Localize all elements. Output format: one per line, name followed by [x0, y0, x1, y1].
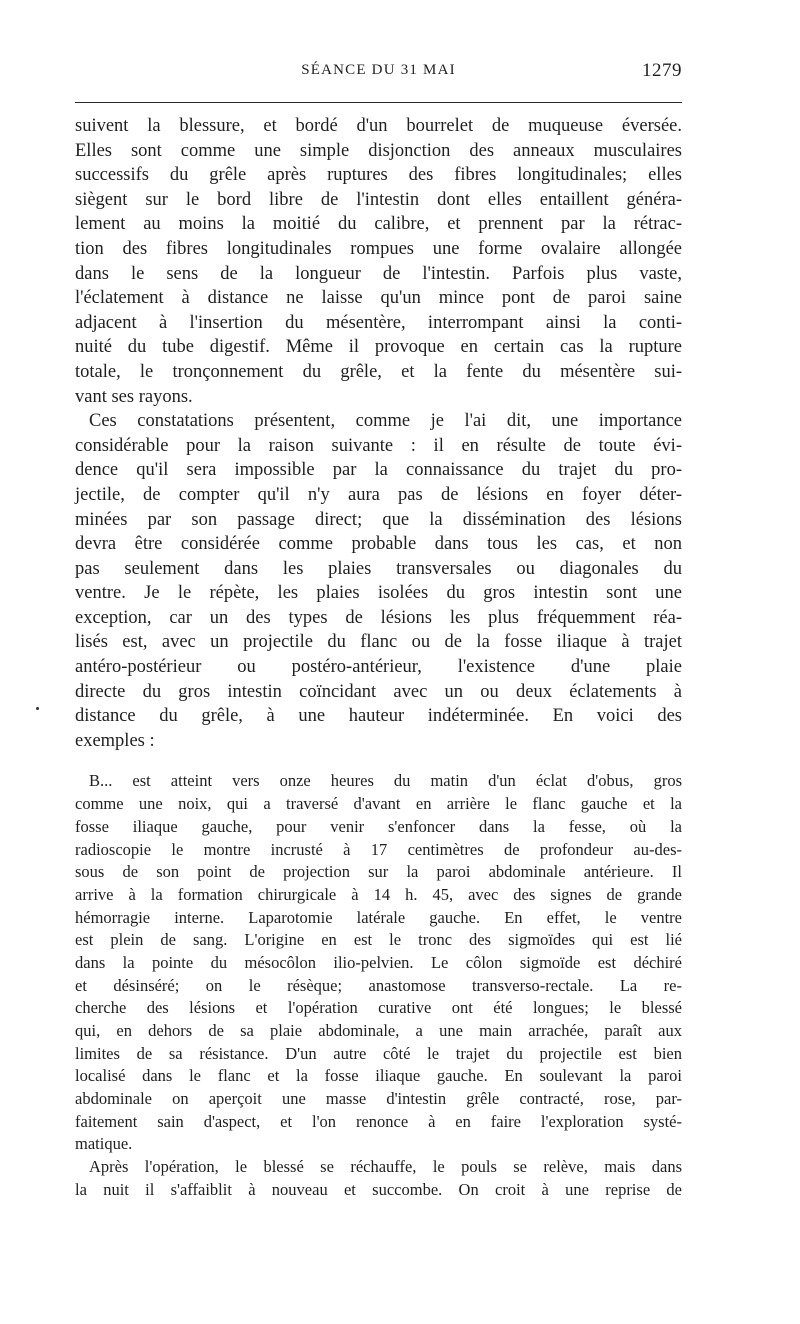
text-line: Elles sont comme une simple disjonction des anneaux musculaires: [75, 140, 682, 161]
paragraph-continued: [75, 114, 682, 409]
text-line: B... est atteint vers onze heures du matin d'un éclat d'obus, gros: [89, 771, 682, 791]
text-line: qui, en dehors de sa plaie abdominale, a une main arrachée, paraît aux: [75, 1021, 682, 1040]
text-line: dence qu'il sera impossible par la connaissance du trajet du pro-: [75, 460, 682, 481]
text-line: comme une noix, qui a traversé d'avant en arrière le flanc gauche et la: [75, 794, 682, 814]
text-line: considérable pour la raison suivante : il en résulte de toute évi-: [75, 435, 682, 456]
text-line: matique.: [75, 1134, 133, 1154]
text-line: lisés est, avec un projectile du flanc ou de la fosse iliaque à trajet: [75, 632, 682, 653]
text-line: lement au moins la moitié du calibre, et prennent par la rétrac-: [75, 214, 682, 235]
text-line: arrive à la formation chirurgicale à 14 h. 45, avec des signes de grande: [75, 884, 682, 904]
text-line: distance du grêle, à une hauteur indéterminée. En voici des: [75, 706, 682, 727]
text-line: devra être considérée comme probable dans tous les cas, et non: [75, 534, 682, 555]
text-line: fosse iliaque gauche, pour venir s'enfoncer dans la fesse, où la: [75, 816, 682, 836]
text-line: dans le sens de la longueur de l'intestin. Parfois plus vaste,: [75, 263, 682, 284]
text-line: suivent la blessure, et bordé d'un bourrelet de muqueuse éversée.: [75, 116, 682, 136]
text-line: exemples :: [75, 730, 155, 751]
text-line: Ces constatations présentent, comme je l'ai dit, une importance: [89, 411, 682, 432]
text-line: limites de sa résistance. D'un autre côté le trajet du projectile est bien: [75, 1043, 682, 1063]
text-line: la nuit il s'affaiblit à nouveau et succombe. On croit à une reprise de: [75, 1179, 682, 1199]
text-line: vant ses rayons.: [75, 386, 193, 407]
text-line: successifs du grêle après ruptures des fibres longitudinales; elles: [75, 165, 682, 186]
text-line: pas seulement dans les plaies transversales ou diagonales du: [75, 558, 682, 579]
margin-mark: [36, 707, 39, 710]
text-line: minées par son passage direct; que la dissémination des lésions: [75, 509, 682, 530]
text-line: totale, le tronçonnement du grêle, et la fente du mésentère sui-: [75, 361, 682, 382]
text-line: abdominale on aperçoit une masse d'intestin grêle contracté, rose, par-: [75, 1089, 682, 1109]
text-line: cherche des lésions et l'opération curative ont été longues; le blessé: [75, 998, 682, 1018]
running-title: SÉANCE DU 31 MAI: [301, 62, 456, 78]
paragraph-constatations: [75, 409, 682, 753]
header-rule: [75, 102, 682, 103]
text-line: tion des fibres longitudinales rompues une forme ovalaire allongée: [75, 238, 682, 259]
case-report: [75, 770, 682, 1201]
page-number: 1279: [642, 60, 682, 81]
text-line: sous de son point de projection sur la paroi abdominale antérieure. Il: [75, 862, 682, 882]
text-line: l'éclatement à distance ne laisse qu'un mince pont de paroi saine: [75, 288, 682, 309]
text-line: et désinséré; on le résèque; anastomose transverso-rectale. La re-: [75, 975, 682, 995]
text-line: nuité du tube digestif. Même il provoque en certain cas la rupture: [75, 337, 682, 358]
text-line: ventre. Je le répète, les plaies isolées du gros intestin sont une: [75, 583, 682, 604]
text-line: siègent sur le bord libre de l'intestin dont elles entaillent généra-: [75, 189, 682, 210]
page-header: [75, 62, 682, 88]
text-line: radioscopie le montre incrusté à 17 centimètres de profondeur au-des-: [75, 839, 682, 859]
text-line: jectile, de compter qu'il n'y aura pas de lésions en foyer déter-: [75, 484, 682, 505]
text-line: antéro-postérieur ou postéro-antérieur, l'existence d'une plaie: [75, 657, 682, 678]
text-line: hémorragie interne. Laparotomie latérale gauche. En effet, le ventre: [75, 907, 682, 927]
page-body: [75, 114, 682, 1202]
text-line: faitement sain d'aspect, et l'on renonce à en faire l'exploration systé-: [75, 1111, 682, 1131]
text-line: dans la pointe du mésocôlon ilio-pelvien. Le côlon sigmoïde est déchiré: [75, 952, 682, 972]
text-line: Après l'opération, le blessé se réchauffe, le pouls se relève, mais dans: [89, 1157, 682, 1177]
text-line: adjacent à l'insertion du mésentère, interrompant ainsi la conti-: [75, 312, 682, 333]
text-line: localisé dans le flanc et la fosse iliaque gauche. En soulevant la paroi: [75, 1066, 682, 1086]
text-line: est plein de sang. L'origine en est le tronc des sigmoïdes qui est lié: [75, 930, 682, 950]
text-line: exception, car un des types de lésions les plus fréquemment réa-: [75, 607, 682, 628]
text-line: directe du gros intestin coïncidant avec un ou deux éclatements à: [75, 681, 682, 702]
